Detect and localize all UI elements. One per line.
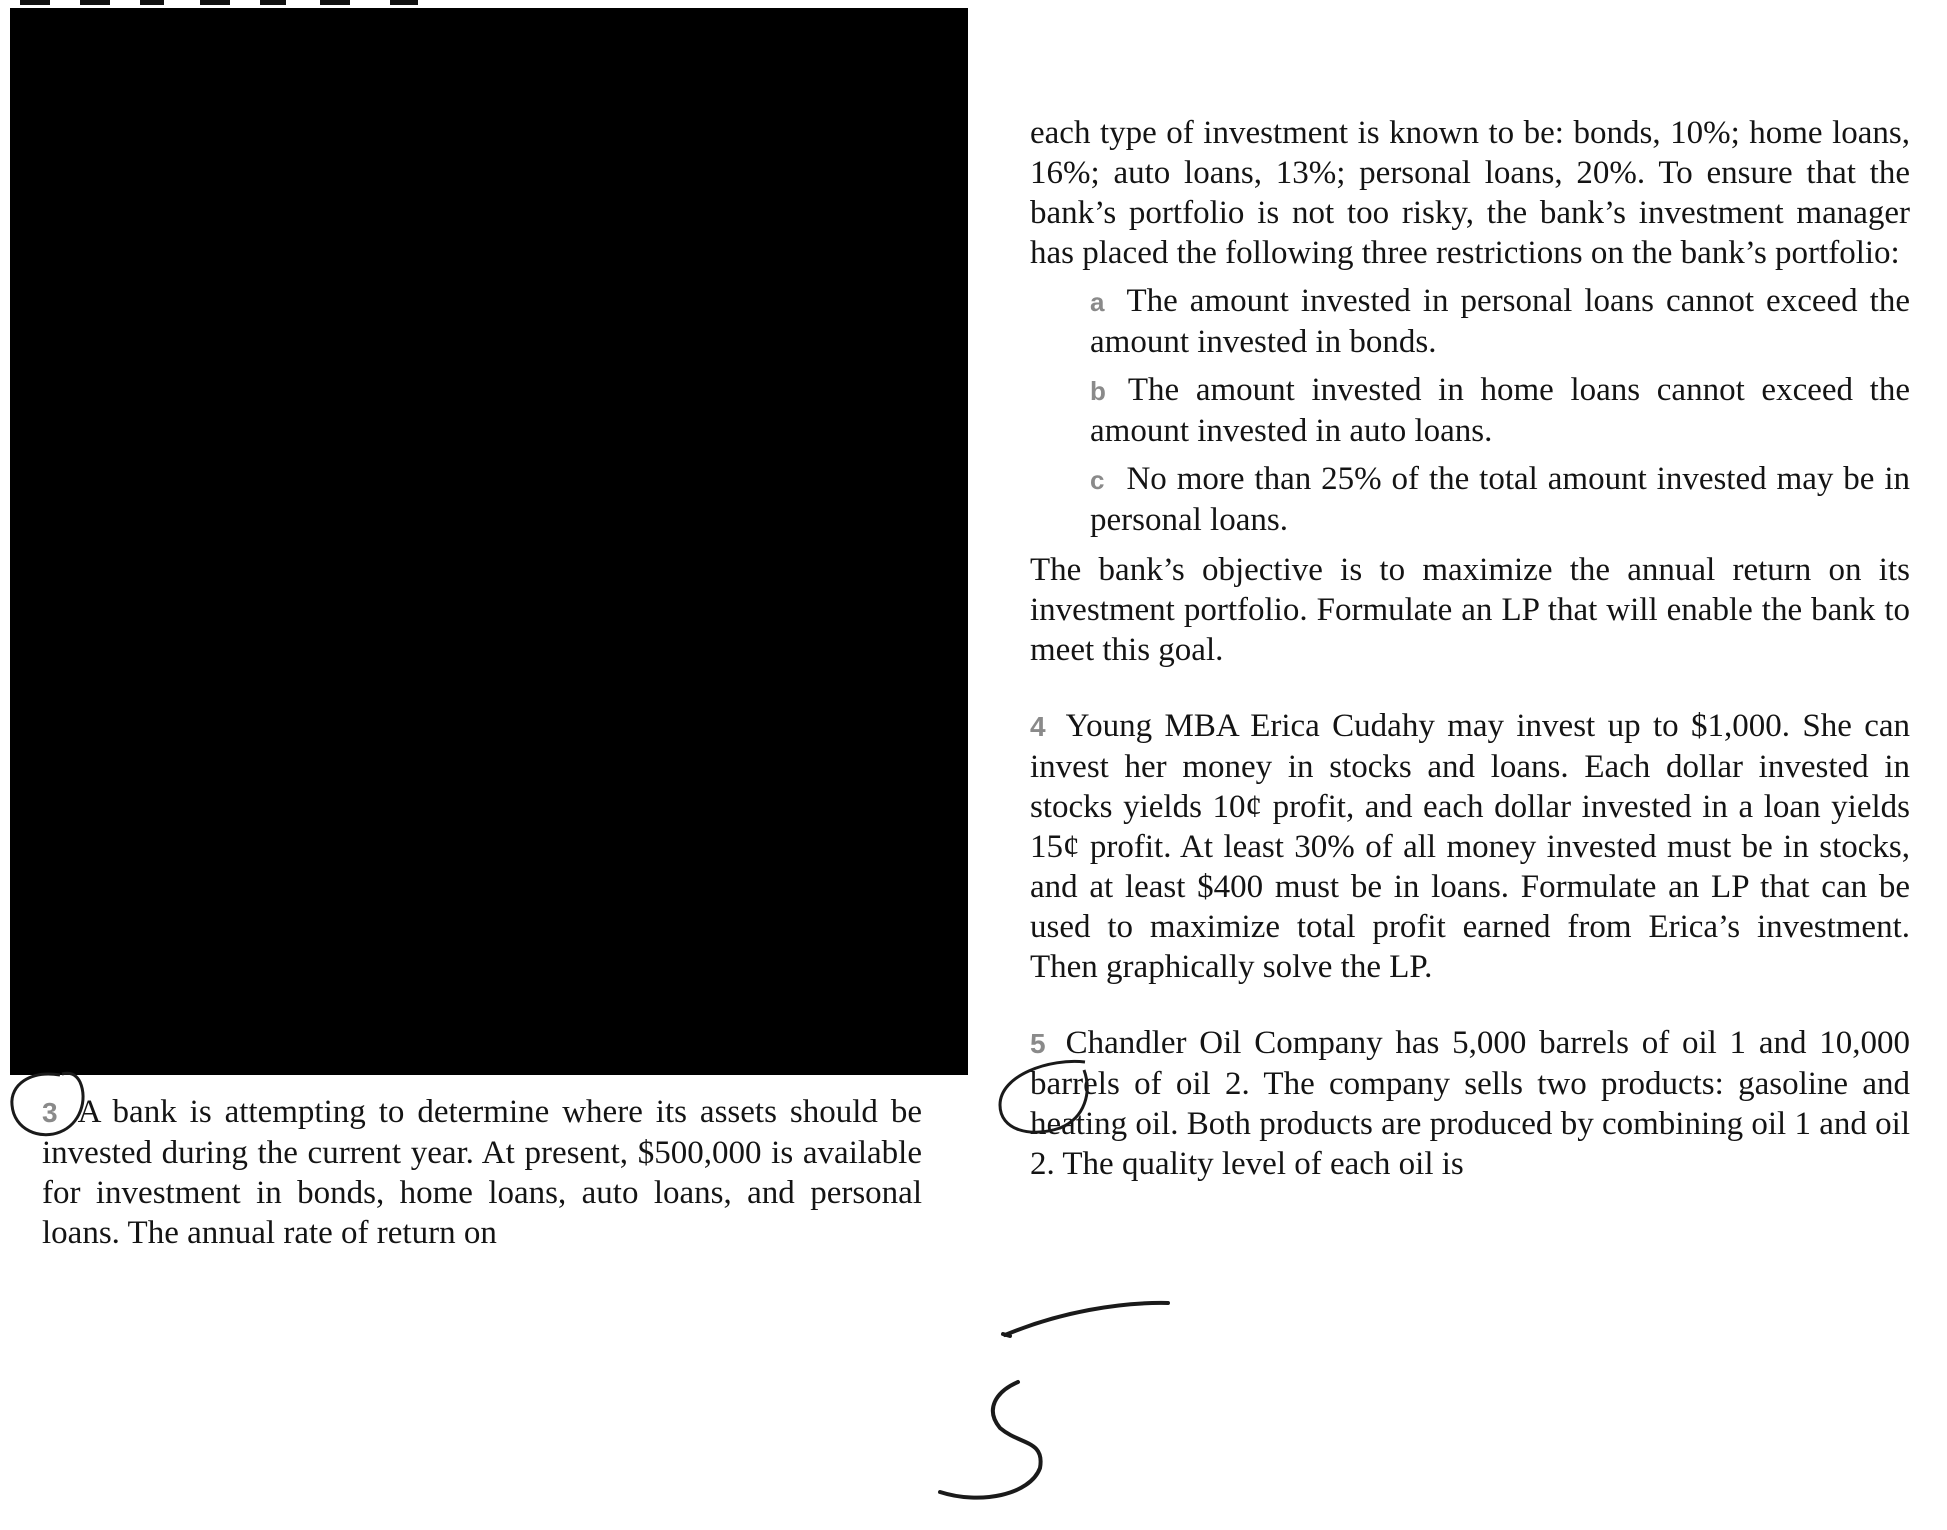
restriction-b-label: b xyxy=(1090,376,1106,406)
problem-3 xyxy=(42,1092,922,1253)
handwritten-stroke-line xyxy=(1005,1303,1168,1335)
problem-5 xyxy=(1030,1023,1910,1184)
handwritten-dot xyxy=(1003,1334,1010,1336)
handwritten-number-five xyxy=(940,1382,1041,1498)
restriction-c xyxy=(1090,459,1910,540)
problem-4-number: 4 xyxy=(1030,711,1046,742)
problem-5-number: 5 xyxy=(1030,1028,1046,1059)
restriction-c-text: No more than 25% of the total amount invested may be in personal loans. xyxy=(1090,461,1910,538)
problem-4 xyxy=(1030,706,1910,987)
problem-3-number: 3 xyxy=(42,1097,58,1128)
left-column xyxy=(42,1092,922,1253)
restriction-b-text: The amount invested in home loans cannot exceed the amount invested in auto loans. xyxy=(1090,372,1910,449)
restriction-a xyxy=(1090,281,1910,362)
redaction-block xyxy=(10,8,968,1075)
restriction-b xyxy=(1090,370,1910,451)
problem-5-text: Chandler Oil Company has 5,000 barrels of oil 1 and 10,000 barrels of oil 2. The company sells two products: gasoline and heating oil. Both products are produced by combining oil 1 and oil 2. The quality level of each oil is xyxy=(1030,1025,1910,1182)
problem-3-objective: The bank’s objective is to maximize the annual return on its investment portfolio. Formulate an LP that will enable the bank to meet this goal. xyxy=(1030,552,1910,668)
restriction-a-label: a xyxy=(1090,287,1105,317)
cropped-heading-fragment xyxy=(20,0,440,6)
restriction-c-label: c xyxy=(1090,465,1105,495)
problem-3-continuation: each type of investment is known to be: bonds, 10%; home loans, 16%; auto loans, 13%; personal loans, 20%. To ensure that the bank’s portfolio is not too risky, the bank’s investment manager has placed the following three restrictions on the bank’s portfolio: xyxy=(1030,115,1910,271)
restriction-a-text: The amount invested in personal loans cannot exceed the amount invested in bonds. xyxy=(1090,283,1910,360)
problem-3-text: A bank is attempting to determine where its assets should be invested during the current year. At present, $500,000 is available for investment in bonds, home loans, auto loans, and personal loans. The annual rate of return on xyxy=(42,1094,922,1251)
right-column xyxy=(1030,113,1910,1184)
problem-4-text: Young MBA Erica Cudahy may invest up to $1,000. She can invest her money in stocks and loans. Each dollar invested in stocks yields 10¢ profit, and each dollar invested in a loan yields 15¢ profit. At least 30% of all money invested must be in stocks, and at least $400 must be in loans. Formulate an LP that can be used to maximize total profit earned from Erica’s investment. Then graphically solve the LP. xyxy=(1030,708,1910,985)
